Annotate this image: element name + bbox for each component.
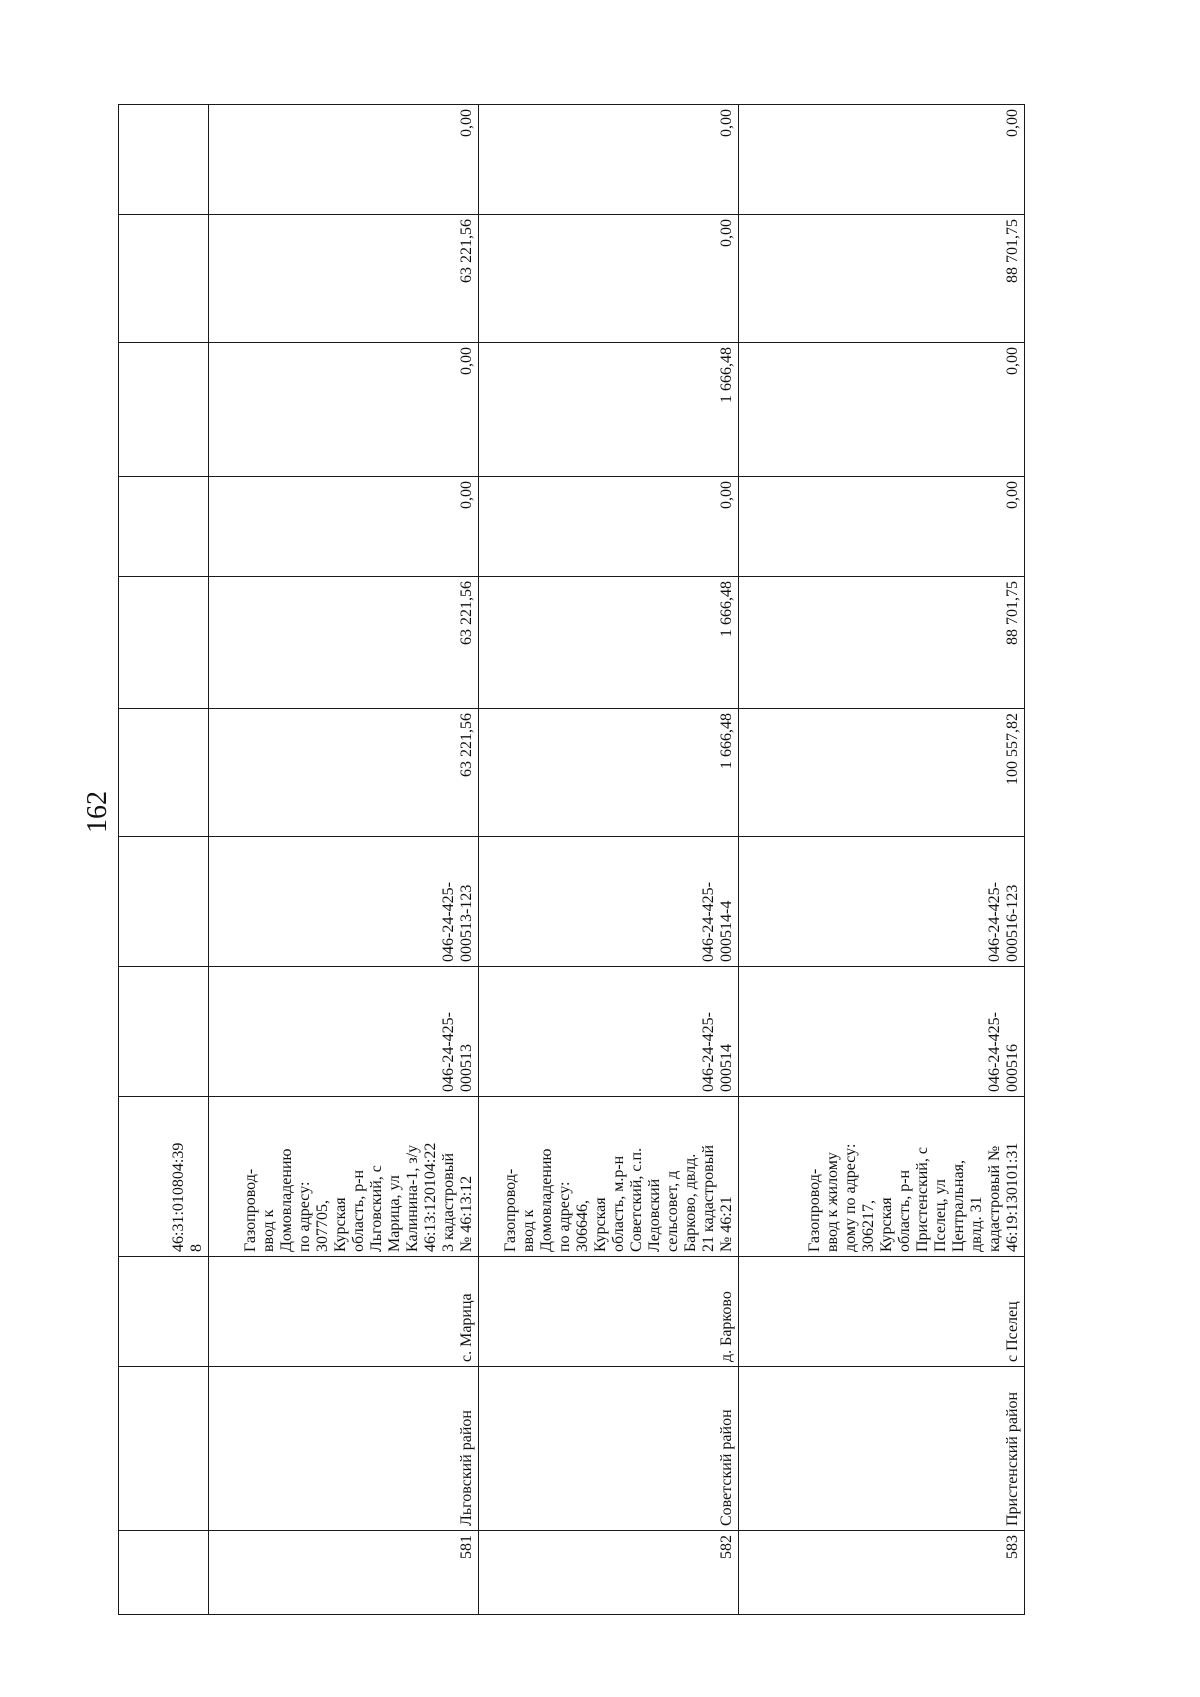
value-cell: 88 701,75 — [739, 577, 1025, 709]
cell-empty — [119, 105, 209, 215]
cell-empty — [119, 343, 209, 477]
table-row — [479, 105, 739, 1615]
address-tail-cell: 46:31:010804:39 8 — [119, 1097, 209, 1257]
value-cell: 63 221,56 — [209, 709, 479, 837]
value-cell: 0,00 — [739, 105, 1025, 215]
row-number: 581 — [209, 1531, 479, 1615]
page-number: 162 — [82, 791, 113, 833]
settlement-cell: с Пселец — [739, 1257, 1025, 1367]
description-cell: Газопровод- ввод к жилому дому по адресу: 306217, Курская область, р-н Пристенский, с Пселец, ул Центральная, двлд. 31 кадастровый № 46:19:130101:31 — [739, 1097, 1025, 1257]
cell-empty — [119, 1367, 209, 1531]
inventory-number-cell: 046-24-425- 000513 — [209, 967, 479, 1097]
district-cell: Советский район — [479, 1367, 739, 1531]
value-cell: 0,00 — [209, 477, 479, 577]
value-cell: 0,00 — [209, 343, 479, 477]
cell-empty — [119, 837, 209, 967]
object-code-cell: 046-24-425- 000516-123 — [739, 837, 1025, 967]
row-number: 582 — [479, 1531, 739, 1615]
settlement-cell: с. Марица — [209, 1257, 479, 1367]
value-cell: 1 666,48 — [479, 709, 739, 837]
inventory-number-cell: 046-24-425- 000514 — [479, 967, 739, 1097]
value-cell: 63 221,56 — [209, 215, 479, 343]
table-row — [209, 105, 479, 1615]
cell-empty — [119, 1531, 209, 1615]
district-cell: Пристенский район — [739, 1367, 1025, 1531]
value-cell: 0,00 — [209, 105, 479, 215]
description-cell: Газопровод- ввод к Домовладению по адресу: 307705, Курская область, р-н Льговский, с Марица, ул Калинина-1, з/у 46:13:120104:22 3 кадастровый № 46:13:12 — [209, 1097, 479, 1257]
property-table — [118, 104, 1025, 1615]
value-cell: 0,00 — [479, 105, 739, 215]
cell-empty — [119, 477, 209, 577]
value-cell: 0,00 — [479, 477, 739, 577]
cell-empty — [119, 967, 209, 1097]
rotated-table-container — [118, 105, 1024, 1615]
continuation-row — [119, 105, 209, 1615]
cell-empty — [119, 215, 209, 343]
settlement-cell: д. Барково — [479, 1257, 739, 1367]
value-cell: 63 221,56 — [209, 577, 479, 709]
value-cell: 0,00 — [739, 477, 1025, 577]
description-cell: Газопровод- ввод к Домовладению по адресу: 306646, Курская область, м.р-н Советский, с.п. Ледовский сельсовет, д Барково, двлд. 21 кадастровый № 46:21 — [479, 1097, 739, 1257]
value-cell: 0,00 — [739, 343, 1025, 477]
table-row — [739, 105, 1025, 1615]
district-cell: Льговский район — [209, 1367, 479, 1531]
value-cell: 100 557,82 — [739, 709, 1025, 837]
value-cell: 1 666,48 — [479, 577, 739, 709]
value-cell: 1 666,48 — [479, 343, 739, 477]
inventory-number-cell: 046-24-425- 000516 — [739, 967, 1025, 1097]
object-code-cell: 046-24-425- 000514-4 — [479, 837, 739, 967]
value-cell: 0,00 — [479, 215, 739, 343]
value-cell: 88 701,75 — [739, 215, 1025, 343]
cell-empty — [119, 1257, 209, 1367]
object-code-cell: 046-24-425- 000513-123 — [209, 837, 479, 967]
row-number: 583 — [739, 1531, 1025, 1615]
cell-empty — [119, 709, 209, 837]
cell-empty — [119, 577, 209, 709]
